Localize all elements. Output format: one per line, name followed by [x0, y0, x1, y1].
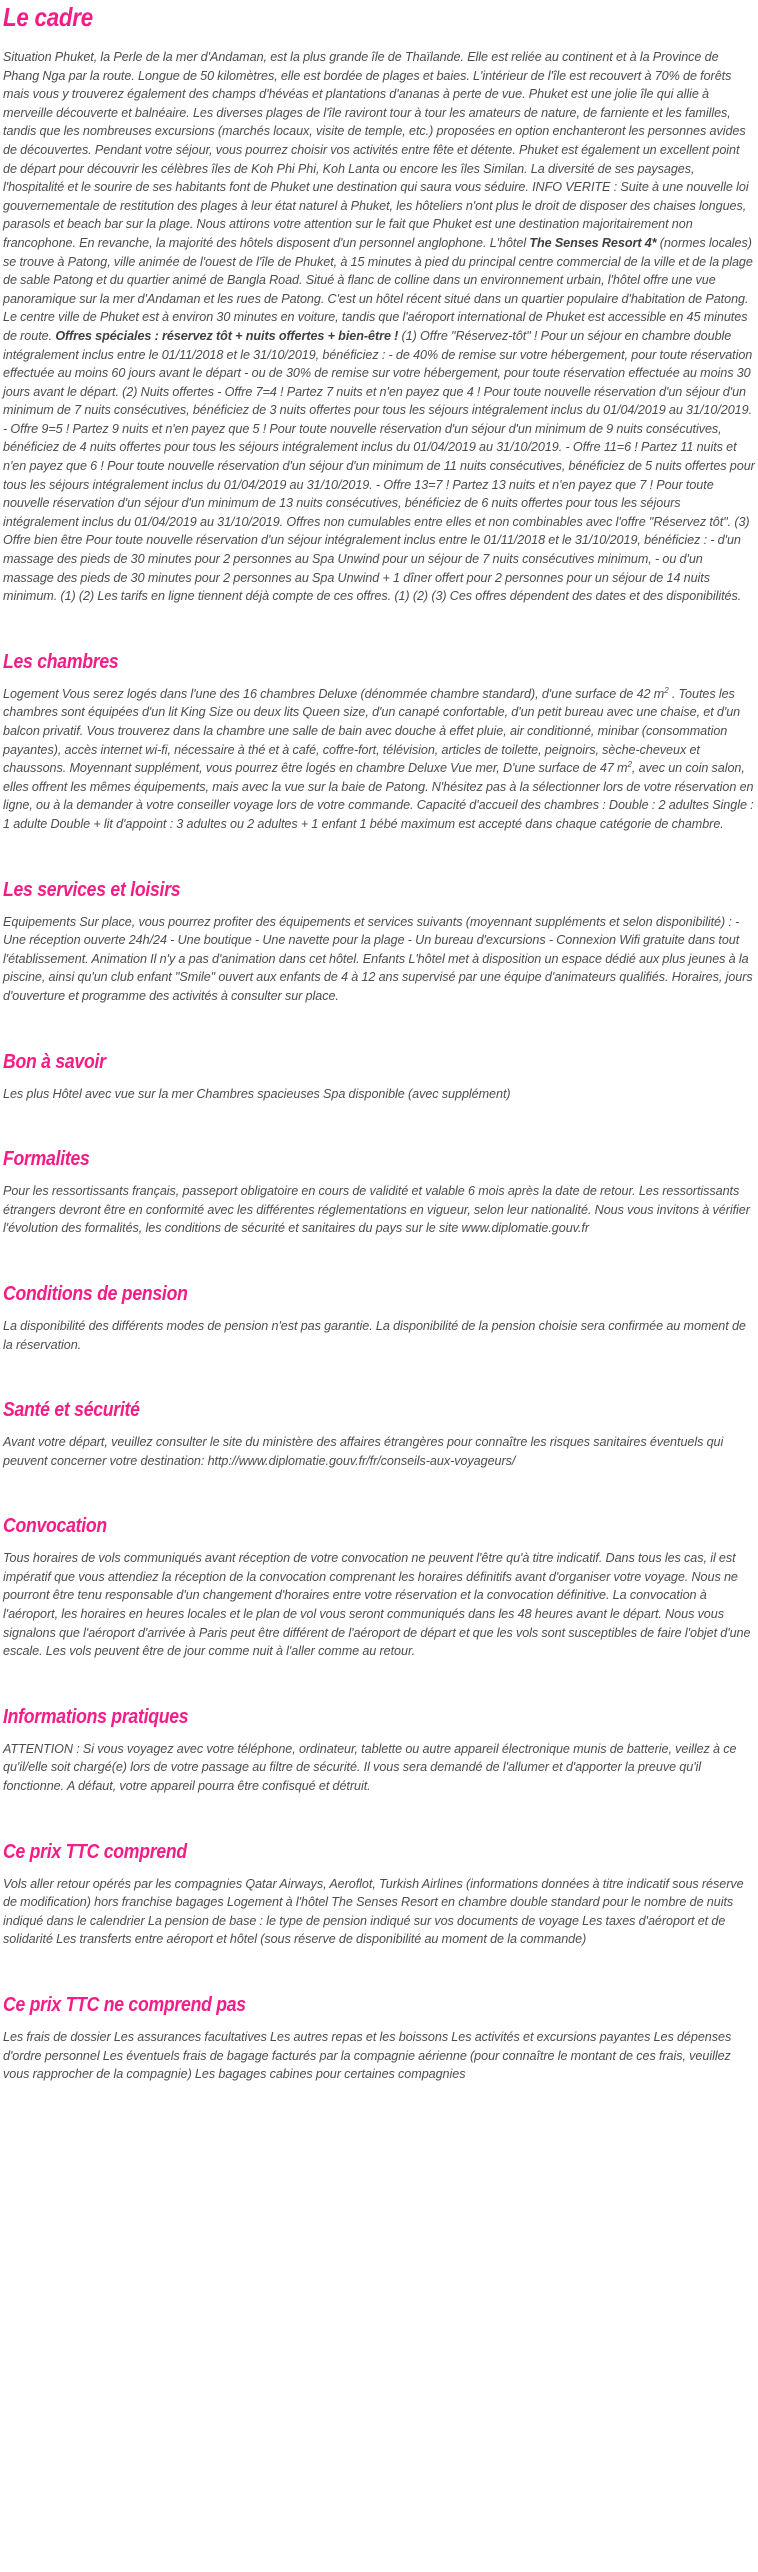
- section-title-sante-et-securite: Santé et sécurité: [3, 1398, 140, 1422]
- section-bon-a-savoir: [3, 1006, 756, 1104]
- title-spacer: [3, 674, 756, 685]
- section-ce-prix-ttc-ne-comprend-pas: [3, 1949, 756, 2084]
- title-spacer: [3, 1422, 756, 1433]
- section-body-informations-pratiques: ATTENTION : Si vous voyagez avec votre téléphone, ordinateur, tablette ou autre appareil électronique munis de batterie, veillez à ce qu'il/elle soit chargé(e) lors de votre passage au filtre de sécurité. Il vous sera demandé de l'allumer et d'apporter la preuve qu'il fonctionne. A défaut, votre appareil pourra être confisqué et détruit.: [3, 1741, 737, 1794]
- section-spacer: [3, 834, 756, 878]
- section-body-le-cadre: Situation Phuket, la Perle de la mer d'Andaman, est la plus grande île de Thaïlande. Elle est reliée au continent et à la Province de Phang Nga par la route. Longue de 50 kilomètres, elle est bordée de plages et baies. L'intérieur de l'île est recouvert à 70% de forêts mais vous y trouverez également des champs d'hévéas et plantations d'ananas à perte de vue. Phuket est une jolie île qui allie à merveille découverte et balnéaire. Les diverses plages de l'île raviront tour à tour les amateurs de nature, de farniente et les familles, tandis que les nombreuses excursions (marchés locaux, visite de temple, etc.) proposées en option enchanteront les personnes avides de découvertes. Pendant votre séjour, vous pourrez choisir vos activités entre fête et détente. Phuket est également un excellent point de départ pour découvrir les célèbres îles de Koh Phi Phi, Koh Lanta ou encore les îles Similan. La diversité de ses paysages, l'hospitalité et le sourire de ses habitants font de Phuket une destination qui saura vous séduire. INFO VERITE : Suite à une nouvelle loi gouvernementale de restitution des plages à leur état naturel à Phuket, les hôteliers n'ont plus le droit de disposer des chaises longues, parasols et beach bar sur la plage. Nous attirons votre attention sur le fait que Phuket est une destination majoritairement non francophone. En revanche, la majorité des hôtels disposent d'un personnel anglophone. L'hôtel The Senses Resort 4* (normes locales) se trouve à Patong, ville animée de l'ouest de l'île de Phuket, à 15 minutes à pied du principal centre commercial de la ville et de la plage de sable Patong et du quartier animé de Bangla Road. Situé à flanc de colline dans un environnement urbain, l'hôtel offre une vue panoramique sur la mer d'Andaman et les rues de Patong. C'est un hôtel récent situé dans un quartier populaire d'habitation de Patong. Le centre ville de Phuket est à environ 30 minutes en voiture, tandis que l'aéroport international de Phuket est accessible en 45 minutes de route. Offres spéciales : réservez tôt + nuits offertes + bien-être ! (1) Offre "Réservez-tôt" ! Pour un séjour en chambre double intégralement inclus entre le 01/11/2018 et le 31/10/2019, bénéficiez : - de 40% de remise sur votre hébergement, pour toute réservation effectuée au moins 60 jours avant le départ - ou de 30% de remise sur votre hébergement, pour toute réservation effectuée au moins 30 jours avant le départ. (2) Nuits offertes - Offre 7=4 ! Partez 7 nuits et n'en payez que 4 ! Pour toute nouvelle réservation d'un séjour d'un minimum de 7 nuits consécutives, bénéficiez de 3 nuits offertes pour tous les séjours intégralement inclus du 01/04/2019 au 31/10/2019. - Offre 9=5 ! Partez 9 nuits et n'en payez que 5 ! Pour toute nouvelle réservation d'un séjour d'un minimum de 9 nuits consécutives, bénéficiez de 4 nuits offertes pour tous les séjours intégralement inclus du 01/04/2019 au 31/10/2019. - Offre 11=6 ! Partez 11 nuits et n'en payez que 6 ! Pour toute nouvelle réservation d'un séjour d'un minimum de 11 nuits consécutives, bénéficiez de 5 nuits offertes pour tous les séjours intégralement inclus du 01/04/2019 au 31/10/2019. - Offre 13=7 ! Partez 13 nuits et n'en payez que 7 ! Pour toute nouvelle réservation d'un séjour d'un minimum de 13 nuits consécutives, bénéficiez de 6 nuits offertes pour tous les séjours intégralement inclus du 01/04/2019 au 31/10/2019. Offres non cumulables entre elles et non combinables avec l'offre "Réservez tôt". (3) Offre bien être Pour toute nouvelle réservation d'un séjour intégralement inclus entre le 01/11/2018 et le 31/10/2019, bénéficiez : - d'un massage des pieds de 30 minutes pour 2 personnes au Spa Unwind pour un séjour de 7 nuits consécutives minimum, - ou d'un massage des pieds de 30 minutes pour 2 personnes au Spa Unwind + 1 dîner offert pour 2 personnes pour un séjour de 14 nuits minimum. (1) (2) Les tarifs en ligne tiennent déjà compte de ces offres. (1) (2) (3) Ces offres dépendent des dates et des disponibilités.: [3, 50, 755, 604]
- section-body-sante-et-securite: Avant votre départ, veuillez consulter le site du ministère des affaires étrangères pour connaître les risques sanitaires éventuels qui peuvent concerner votre destination: http://www.diplomatie.gouv.fr/fr/conseils-aux-voyageurs/: [3, 1435, 724, 1468]
- title-spacer: [3, 1538, 756, 1549]
- section-body-ce-prix-ttc-comprend: Vols aller retour opérés par les compagnies Qatar Airways, Aeroflot, Turkish Airlines (informations données à titre indicatif sous réserve de modification) hors franchise bagages Logement à l'hôtel The Senses Resort en chambre double standard pour le nombre de nuits indiqué dans le calendrier La pension de base : le type de pension indiqué sur vos documents de voyage Les taxes d'aéroport et de solidarité Les transferts entre aéroport et hôtel (sous réserve de disponibilité au moment de la commande): [3, 1876, 744, 1947]
- section-body-formalites: Pour les ressortissants français, passeport obligatoire en cours de validité et valable 6 mois après la date de retour. Les ressortissants étrangers devront être en conformité avec les différentes réglementations en vigueur, selon leur nationalité. Nous vous invitons à vérifier l'évolution des formalités, les conditions de sécurité et sanitaires du pays sur le site www.diplomatie.gouv.fr: [3, 1184, 750, 1236]
- section-convocation: [3, 1470, 756, 1661]
- section-body-les-chambres: Logement Vous serez logés dans l'une des 16 chambres Deluxe (dénommée chambre standard), d'une surface de 42 $m^2$ . Toutes les chambres sont équipées d'un lit King Size ou deux lits Queen size, d'un canapé confortable, d'un petit bureau avec une chaise, et d'un balcon privatif. Vous trouverez dans la chambre une salle de bain avec douche à effet pluie, air conditionné, minibar (consommation payantes), accès internet wi-fi, nécessaire à thé et à café, coffre-fort, télévision, articles de toilette, peignoirs, sèche-cheveux et chaussons. Moyennant supplément, vous pourrez être logés en chambre Deluxe Vue mer, D'une surface de 47 $m^2$, avec un coin salon, elles offrent les mêmes équipements, mais avec la vue sur la baie de Patong. N'hésitez pas à la sélectionner lors de votre réservation en ligne, ou à la demander à votre conseiller voyage lors de votre commande. Capacité d'accueil des chambres : Double : 2 adultes Single : 1 adulte Double + lit d'appoint : 3 adultes ou 2 adultes + 1 enfant 1 bébé maximum est accepté dans chaque catégorie de chambre.: [3, 685, 754, 831]
- section-title-formalites: Formalites: [3, 1147, 90, 1171]
- section-spacer: [3, 1470, 756, 1514]
- title-spacer: [3, 1306, 756, 1317]
- section-spacer: [3, 1354, 756, 1398]
- sections-container: [3, 0, 756, 2084]
- section-conditions-de-pension: [3, 1238, 756, 1354]
- section-spacer: [3, 1661, 756, 1705]
- title-spacer: [3, 1171, 756, 1182]
- section-spacer: [3, 1103, 756, 1147]
- section-title-informations-pratiques: Informations pratiques: [3, 1704, 189, 1728]
- title-spacer: [3, 1864, 756, 1875]
- section-title-le-cadre: Le cadre: [3, 2, 93, 32]
- title-spacer: [3, 1729, 756, 1740]
- section-le-cadre: [3, 0, 756, 606]
- title-spacer: [3, 1074, 756, 1085]
- section-spacer: [3, 1949, 756, 1993]
- section-title-bon-a-savoir: Bon à savoir: [3, 1049, 106, 1073]
- section-body-convocation: Tous horaires de vols communiqués avant réception de votre convocation ne peuvent l'être qu'à titre indicatif. Dans tous les cas, il est impératif que vous attendiez la réception de la convocation comprenant les horaires définitifs avant d'organiser votre voyage. Nous ne pourront être tenu responsable d'un changement d'horaires entre votre réservation et la convocation définitive. La convocation à l'aéroport, les horaires en heures locales et le plan de vol vous seront communiqués dans les 48 heures avant le départ. Nous vous signalons que l'aéroport d'arrivée à Paris peut être différent de l'aéroport de départ et que les vols sont susceptibles de faire l'objet d'une escale. Les vols peuvent être de jour comme nuit à l'aller comme au retour.: [3, 1551, 751, 1659]
- section-title-les-services-et-loisirs: Les services et loisirs: [3, 877, 181, 901]
- section-body-les-services-et-loisirs: Equipements Sur place, vous pourrez profiter des équipements et services suivants (moyennant suppléments et selon disponibilité) : - Une réception ouverte 24h/24 - Une boutique - Une navette pour la plage - Un bureau d'excursions - Connexion Wifi gratuite dans tout l'établissement. Animation Il n'y a pas d'animation dans cet hôtel. Enfants L'hôtel met à disposition un espace dédié aux plus jeunes à la piscine, ainsi qu'un club enfant "Smile" ouvert aux enfants de 4 à 12 ans supervisé par une équipe d'animateurs qualifiés. Horaires, jours d'ouverture et programme des activités à consulter sur place.: [3, 914, 753, 1003]
- section-informations-pratiques: [3, 1661, 756, 1796]
- section-les-chambres: [3, 606, 756, 834]
- section-title-convocation: Convocation: [3, 1514, 107, 1538]
- section-ce-prix-ttc-comprend: [3, 1796, 756, 1949]
- section-title-les-chambres: Les chambres: [3, 649, 119, 673]
- section-title-conditions-de-pension: Conditions de pension: [3, 1281, 188, 1305]
- title-spacer: [3, 2017, 756, 2028]
- section-title-ce-prix-ttc-comprend: Ce prix TTC comprend: [3, 1839, 187, 1863]
- section-body-conditions-de-pension: La disponibilité des différents modes de pension n'est pas garantie. La disponibilité de la pension choisie sera confirmée au moment de la réservation.: [3, 1318, 746, 1352]
- title-spacer: [3, 902, 756, 913]
- section-spacer: [3, 606, 756, 650]
- section-body-bon-a-savoir: Les plus Hôtel avec vue sur la mer Chambres spacieuses Spa disponible (avec supplément): [3, 1086, 511, 1101]
- section-spacer: [3, 1238, 756, 1282]
- section-title-ce-prix-ttc-ne-comprend-pas: Ce prix TTC ne comprend pas: [3, 1993, 246, 2016]
- section-spacer: [3, 1006, 756, 1050]
- section-formalites: [3, 1103, 756, 1238]
- section-sante-et-securite: [3, 1354, 756, 1470]
- section-les-services-et-loisirs: [3, 834, 756, 1006]
- section-body-ce-prix-ttc-ne-comprend-pas: Les frais de dossier Les assurances facultatives Les autres repas et les boissons Les activités et excursions payantes Les dépenses d'ordre personnel Les éventuels frais de bagage facturés par la compagnie aérienne (pour connaître le montant de ces frais, veuillez vous rapprocher de la compagnie) Les bagages cabines pour certaines compagnies: [3, 2030, 732, 2082]
- title-spacer: [3, 32, 756, 48]
- section-spacer: [3, 1796, 756, 1840]
